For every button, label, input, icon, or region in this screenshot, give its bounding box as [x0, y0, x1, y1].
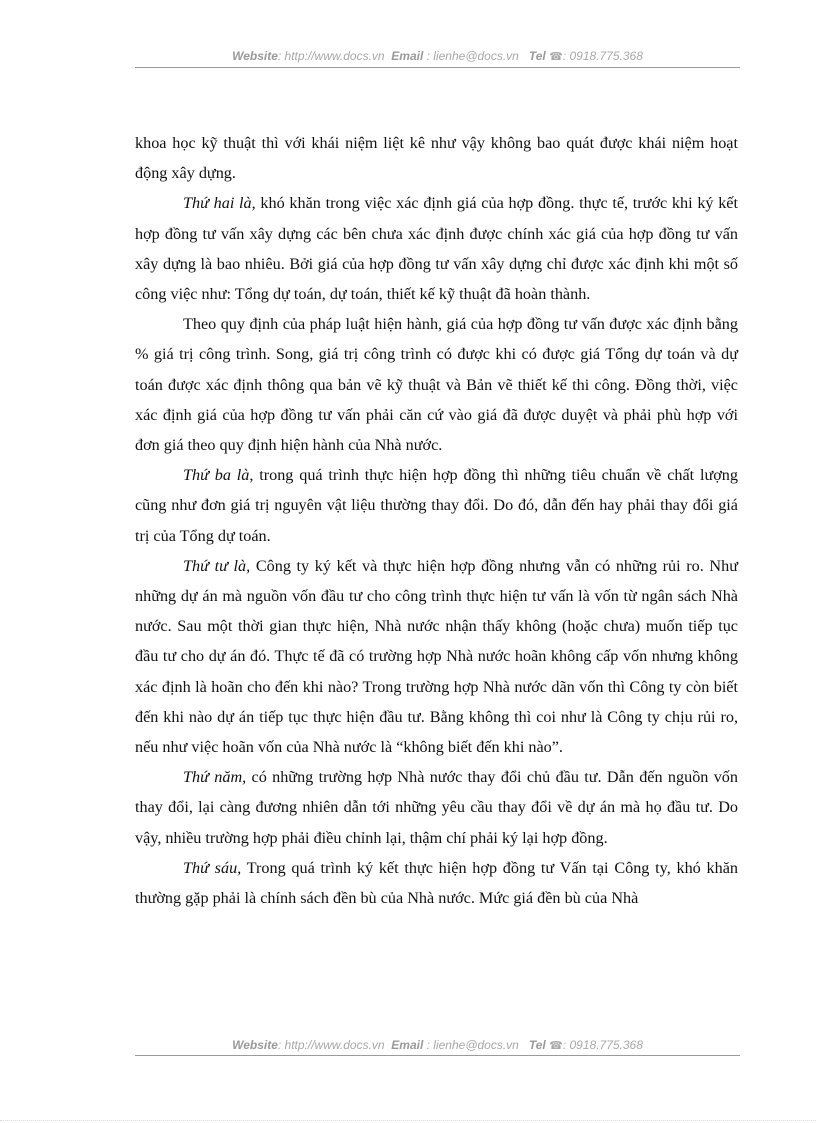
- paragraph-lead: Thứ tư là,: [183, 556, 251, 575]
- footer-website-url: : http://www.docs.vn: [277, 1038, 385, 1052]
- header-divider: [135, 67, 740, 68]
- paragraph-4: Thứ ba là, trong quá trình thực hiện hợp đồng thì những tiêu chuẩn về chất lượng cũng như đơn giá trị nguyên vật liệu thường thay đổi. Do đó, dẫn đến hay phải thay đổi giá trị của Tổng dự toán.: [135, 466, 738, 545]
- phone-icon: ☎: [549, 51, 563, 63]
- document-body: [135, 128, 738, 913]
- paragraph-6: Thứ năm, có những trường hợp Nhà nước thay đổi chủ đầu tư. Dẫn đến nguồn vốn thay đổi, lại càng đương nhiên dẫn tới những yêu cầu thay đổi về dự án mà họ đầu tư. Do vậy, nhiều trường hợp phải điều chỉnh lại, thậm chí phải ký lại hợp đồng.: [135, 768, 738, 847]
- header-tel-label: Tel: [528, 49, 546, 63]
- header-email-value: : lienhe@docs.vn: [426, 49, 519, 63]
- paragraph-lead: Thứ hai là,: [183, 194, 256, 213]
- phone-icon: ☎: [549, 1040, 563, 1052]
- header-tel-value: : 0918.775.368: [562, 49, 643, 63]
- footer-divider: [135, 1055, 740, 1056]
- page-header: [135, 49, 740, 63]
- paragraph-5: Thứ tư là, Công ty ký kết và thực hiện hợp đồng nhưng vẫn có những rủi ro. Như những dự án mà nguồn vốn đầu tư cho công trình thực hiện tư vấn là vốn từ ngân sách Nhà nước. Sau một thời gian thực hiện, Nhà nước nhận thấy không (hoặc chưa) muốn tiếp tục đầu tư cho dự án đó. Thực tế đã có trường hợp Nhà nước hoãn không cấp vốn nhưng không xác định là hoãn cho đến khi nào? Trong trường hợp Nhà nước dãn vốn thì Công ty còn biết đến khi nào dự án tiếp tục thực hiện đầu tư. Bằng không thì coi như là Công ty chịu rủi ro, nếu như việc hoãn vốn của Nhà nước là “không biết đến khi nào”.: [135, 556, 738, 757]
- header-email-label: Email: [391, 49, 424, 63]
- paragraph-lead: Thứ ba là: [183, 466, 250, 485]
- page-footer: [135, 1038, 740, 1052]
- paragraph-7: Thứ sáu, Trong quá trình ký kết thực hiện hợp đồng tư Vấn tại Công ty, khó khăn thường gặp phải là chính sách đền bù của Nhà nước. Mức giá đền bù của Nhà: [135, 858, 738, 908]
- footer-website-label: Website: [232, 1038, 278, 1052]
- header-website-label: Website: [232, 49, 278, 63]
- footer-email-value: : lienhe@docs.vn: [426, 1038, 519, 1052]
- footer-tel-value: : 0918.775.368: [562, 1038, 643, 1052]
- page-boundary: [0, 1120, 816, 1121]
- paragraph-lead: Thứ năm,: [183, 768, 247, 787]
- header-website-url: : http://www.docs.vn: [277, 49, 385, 63]
- footer-tel-label: Tel: [528, 1038, 546, 1052]
- paragraph-lead: Thứ sáu,: [183, 858, 242, 877]
- footer-email-label: Email: [391, 1038, 424, 1052]
- paragraph-2: Thứ hai là, khó khăn trong việc xác định giá của hợp đồng. thực tế, trước khi ký kết hợp đồng tư vấn xây dựng các bên chưa xác định được chính xác giá của hợp đồng tư vấn xây dựng là bao nhiêu. Bởi giá của hợp đồng tư vấn xây dựng chỉ được xác định khi một số công việc như: Tổng dự toán, dự toán, thiết kế kỹ thuật đã hoàn thành.: [135, 194, 738, 304]
- paragraph-3: Theo quy định của pháp luật hiện hành, giá của hợp đồng tư vấn được xác định bằng % giá trị công trình. Song, giá trị công trình có được khi có được giá Tổng dự toán và dự toán được xác định thông qua bản vẽ kỹ thuật và Bản vẽ thiết kế thi công. Đồng thời, việc xác định giá của hợp đồng tư vấn phải căn cứ vào giá đã được duyệt và phải phù hợp với đơn giá theo quy định hiện hành của Nhà nước.: [135, 315, 738, 455]
- paragraph-1: khoa học kỹ thuật thì với khái niệm liệt kê như vậy không bao quát được khái niệm hoạt động xây dựng.: [135, 134, 738, 183]
